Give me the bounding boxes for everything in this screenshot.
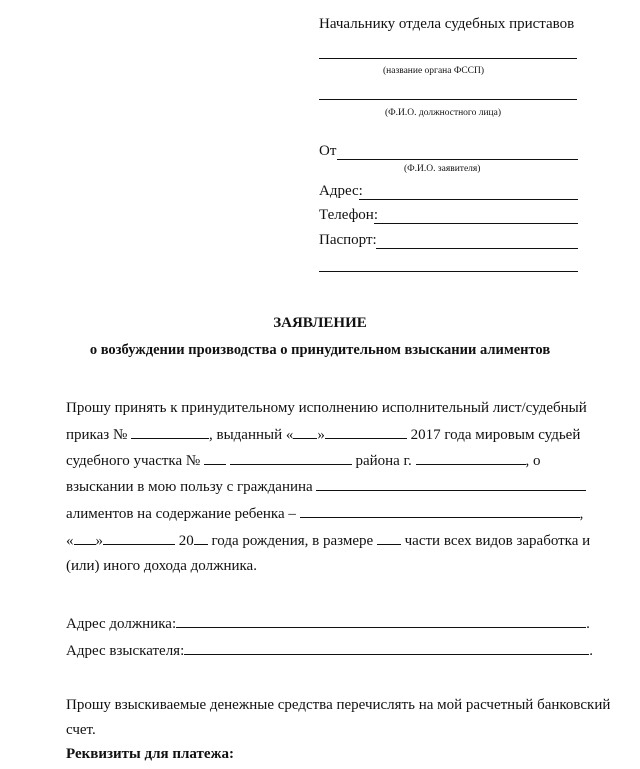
body-line-7: (или) иного дохода должника. — [66, 558, 257, 574]
phone-field-line — [374, 223, 578, 224]
birth-month-field — [103, 532, 175, 545]
official-caption: (Ф.И.О. должностного лица) — [385, 108, 501, 118]
passport-extra-line — [319, 271, 578, 272]
claimant-address-line: Адрес взыскателя: . — [66, 643, 593, 659]
transfer-line-2: счет. — [66, 722, 96, 738]
debtor-address-line: Адрес должника: . — [66, 616, 590, 632]
city-field — [416, 452, 526, 465]
issue-month-field — [325, 426, 407, 439]
share-field — [377, 532, 401, 545]
fssp-caption: (название органа ФССП) — [383, 66, 485, 76]
transfer-line-1: Прошу взыскиваемые денежные средства перечислять на мой расчетный банковский — [66, 697, 611, 713]
address-field-line — [359, 199, 578, 200]
child-name-field — [300, 505, 580, 518]
applicant-field-line — [337, 159, 578, 160]
document-title: ЗАЯВЛЕНИЕ — [273, 315, 367, 331]
birth-year-field — [194, 532, 208, 545]
document-subtitle: о возбуждении производства о принудительном взыскании алиментов — [89, 342, 551, 358]
debtor-address-field — [176, 615, 586, 628]
issue-day-field — [293, 426, 317, 439]
debtor-name-field — [316, 478, 586, 491]
body-line-3: судебного участка № района г. , о — [66, 453, 541, 469]
body-line-6: « » 20 года рождения, в размере части всех видов заработка и — [66, 533, 591, 549]
claimant-address-field — [184, 642, 589, 655]
requisites-heading: Реквизиты для платежа: — [66, 746, 234, 762]
address-label: Адрес: — [319, 183, 363, 199]
body-line-2: приказ № , выданный « » 2017 года мировым судьей — [66, 427, 581, 443]
official-field-line — [319, 99, 577, 100]
from-label: От — [319, 143, 337, 159]
fssp-field-line — [319, 58, 577, 59]
birth-day-field — [74, 532, 96, 545]
applicant-caption: (Ф.И.О. заявителя) — [404, 164, 481, 174]
court-section-field — [204, 452, 226, 465]
order-number-field — [131, 426, 209, 439]
addressee-line: Начальнику отдела судебных приставов — [319, 16, 575, 32]
body-line-4: взыскании в мою пользу с гражданина — [66, 478, 586, 496]
passport-field-line — [376, 248, 578, 249]
passport-label: Паспорт: — [319, 232, 377, 248]
body-line-5: алиментов на содержание ребенка – , — [66, 506, 584, 522]
court-section-extra-field — [230, 452, 352, 465]
body-line-1: Прошу принять к принудительному исполнению исполнительный лист/судебный — [66, 400, 587, 416]
phone-label: Телефон: — [319, 207, 378, 223]
